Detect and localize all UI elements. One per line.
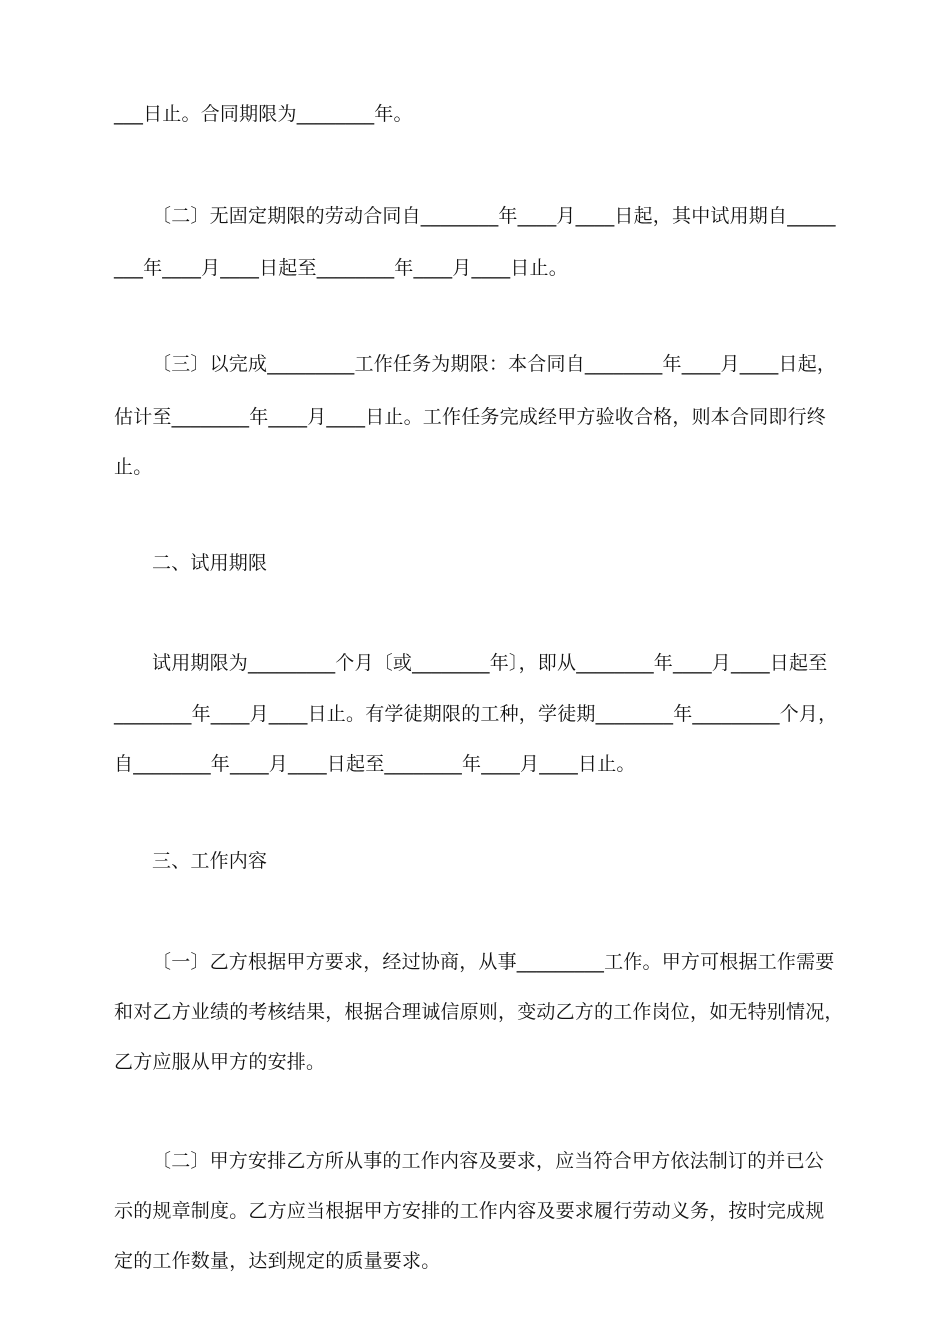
work-content-paragraph-2-line-1: 〔二〕甲方安排乙方所从事的工作内容及要求，应当符合甲方依法制订的并已公 <box>152 1150 825 1172</box>
section-heading-work-content: 三、工作内容 <box>152 850 268 872</box>
section-heading-probation: 二、试用期限 <box>152 552 268 574</box>
work-content-paragraph-1-line-1: 〔一〕乙方根据甲方要求，经过协商，从事_________工作。甲方可根据工作需要 <box>152 951 835 973</box>
probation-paragraph-line-1: 试用期限为_________个月〔或________年〕，即从________年____月____日起至 <box>152 652 828 674</box>
work-content-paragraph-2-line-3: 定的工作数量，达到规定的质量要求。 <box>114 1250 441 1272</box>
work-content-paragraph-1-line-2: 和对乙方业绩的考核结果，根据合理诚信原则，变动乙方的工作岗位，如无特别情况， <box>114 1001 844 1023</box>
contract-term-line: ___日止。合同期限为________年。 <box>114 103 413 125</box>
probation-paragraph-line-2: ________年____月____日止。有学徒期限的工种，学徒期________年_________个月， <box>114 703 838 725</box>
probation-paragraph-line-3: 自________年____月____日起至________年____月____日止。 <box>114 753 636 775</box>
task-term-paragraph-line-1: 〔三〕以完成_________工作任务为期限：本合同自________年____月____日起， <box>152 353 837 375</box>
work-content-paragraph-1-line-3: 乙方应服从甲方的安排。 <box>114 1051 326 1073</box>
task-term-paragraph-line-3: 止。 <box>114 456 153 478</box>
work-content-paragraph-2-line-2: 示的规章制度。乙方应当根据甲方安排的工作内容及要求履行劳动义务，按时完成规 <box>114 1200 825 1222</box>
indefinite-term-paragraph-line-2: ___年____月____日起至________年____月____日止。 <box>114 257 568 279</box>
task-term-paragraph-line-2: 估计至________年____月____日止。工作任务完成经甲方验收合格，则本合同即行终 <box>114 406 827 428</box>
indefinite-term-paragraph-line-1: 〔二〕无固定期限的劳动合同自________年____月____日起，其中试用期自_____ <box>152 205 836 227</box>
